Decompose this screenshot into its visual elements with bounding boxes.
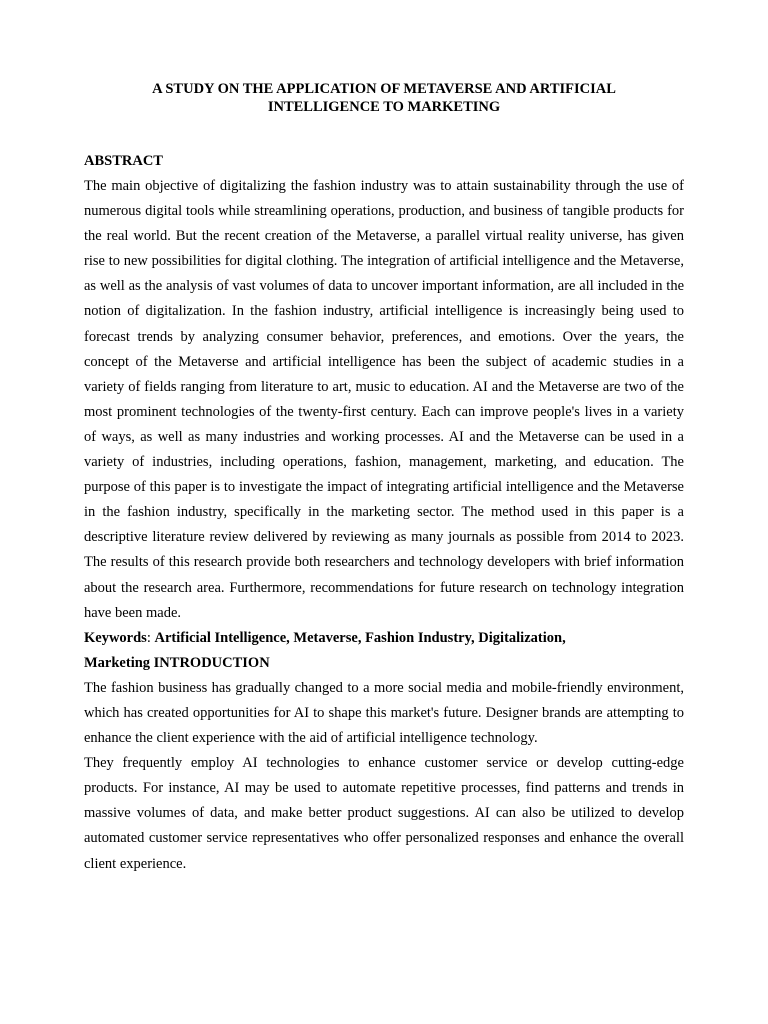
title-line-2: INTELLIGENCE TO MARKETING <box>267 99 501 115</box>
keywords-line-2: Marketing INTRODUCTION <box>84 654 270 671</box>
keywords-separator: : <box>146 629 155 646</box>
paper-page <box>84 80 684 877</box>
abstract-heading: ABSTRACT <box>84 153 163 169</box>
keywords-list: Artificial Intelligence, Metaverse, Fashion Industry, Digitalization, <box>154 629 566 646</box>
intro-paragraph-2: They frequently employ AI technologies to enhance customer service or develop cutting-edge products. For instance, AI may be used to automate repetitive processes, find patterns and trends in massive volumes of data, and make better product suggestions. AI can also be utilized to develop automated customer service representatives who offer personalized responses and enhance the overall client experience. <box>84 755 684 872</box>
keywords-label: Keywords <box>84 629 147 646</box>
intro-paragraph-1: The fashion business has gradually changed to a more social media and mobile-friendly environment, which has created opportunities for AI to shape this market's future. Designer brands are attempting to enhance the client experience with the aid of artificial intelligence technology. <box>84 679 684 747</box>
title-line-1: A STUDY ON THE APPLICATION OF METAVERSE AND ARTIFICIAL <box>152 81 616 97</box>
abstract-text: The main objective of digitalizing the fashion industry was to attain sustainability through the use of numerous digital tools while streamlining operations, production, and business of tangible products for the real world. But the recent creation of the Metaverse, a parallel virtual reality universe, has given rise to new possibilities for digital clothing. The integration of artificial intelligence and the Metaverse, as well as the analysis of vast volumes of data to uncover important information, are all included in the notion of digitalization. In the fashion industry, artificial intelligence is increasingly being used to forecast trends by analyzing consumer behavior, preferences, and emotions. Over the years, the concept of the Metaverse and artificial intelligence has been the subject of academic studies in a variety of fields ranging from literature to art, music to education. AI and the Metaverse are two of the most prominent technologies of the twenty-first century. Each can improve people's lives in a variety of ways, as well as many industries and working processes. AI and the Metaverse can be used in a variety of industries, including operations, fashion, management, marketing, and education. The purpose of this paper is to investigate the impact of integrating artificial intelligence and the Metaverse in the fashion industry, specifically in the marketing sector. The method used in this paper is a descriptive literature review delivered by reviewing as many journals as possible from 2014 to 2023. The results of this research provide both researchers and technology developers with brief information about the research area. Furthermore, recommendations for future research on technology integration have been made. <box>84 178 684 621</box>
paper-title <box>84 80 684 116</box>
keywords-line <box>84 626 684 651</box>
